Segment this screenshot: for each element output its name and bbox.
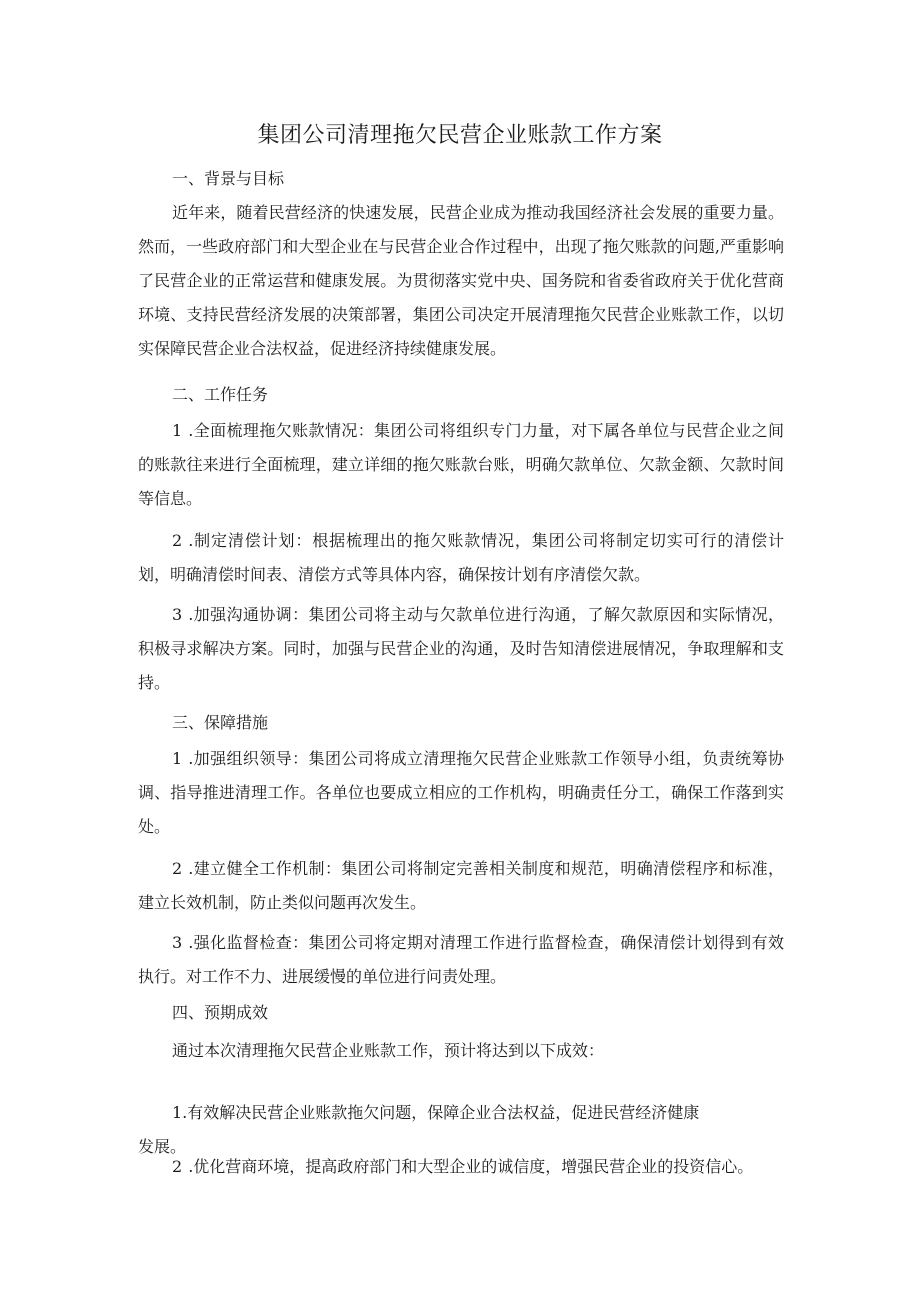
measure-item-number: 2	[172, 859, 189, 878]
outcome-item-1-line1: 1.有效解决民营企业账款拖欠问题，保障企业合法权益，促进民营经济健康	[172, 1103, 700, 1122]
section-heading-background: 一、背景与目标	[172, 169, 285, 188]
document-title: 集团公司清理拖欠民营企业账款工作方案	[257, 123, 663, 148]
task-item-1	[138, 414, 784, 516]
section-heading-tasks: 二、工作任务	[172, 385, 269, 404]
measure-item-text: .建立健全工作机制：集团公司将制定完善相关制度和规范，明确清偿程序和标准，建立长效机制，防止类似问题再次发生。	[138, 859, 784, 912]
task-item-text: .制定清偿计划：根据梳理出的拖欠账款情况，集团公司将制定切实可行的清偿计划，明确清偿时间表、清偿方式等具体内容，确保按计划有序清偿欠款。	[138, 531, 784, 584]
outcomes-intro: 通过本次清理拖欠民营企业账款工作，预计将达到以下成效：	[172, 1041, 605, 1060]
outcome-item-1-line2: 发展。	[138, 1137, 187, 1156]
measure-item-3	[138, 926, 784, 994]
task-item-text: .加强沟通协调：集团公司将主动与欠款单位进行沟通，了解欠款原因和实际情况，积极寻求解决方案。同时，加强与民营企业的沟通，及时告知清偿进展情况，争取理解和支持。	[138, 605, 784, 692]
section-heading-outcomes: 四、预期成效	[172, 1003, 269, 1022]
task-item-3	[138, 598, 784, 700]
background-paragraph: 近年来，随着民营经济的快速发展，民营企业成为推动我国经济社会发展的重要力量。然而，一些政府部门和大型企业在与民营企业合作过程中，出现了拖欠账款的问题,严重影响了民营企业的正常运营和健康发展。为贯彻落实党中央、国务院和省委省政府关于优化营商环境、支持民营经济发展的决策部署，集团公司决定开展清理拖欠民营企业账款工作，以切实保障民营企业合法权益，促进经济持续健康发展。	[138, 203, 784, 358]
outcome-item-text: .优化营商环境，提高政府部门和大型企业的诚信度，增强民营企业的投资信心。	[188, 1157, 754, 1176]
task-item-2	[138, 524, 784, 592]
outcome-item-number: 2	[172, 1157, 189, 1176]
outcome-item-2	[172, 1150, 753, 1184]
task-item-number: 1	[172, 421, 189, 440]
task-item-number: 3	[172, 605, 189, 624]
measure-item-number: 3	[172, 933, 189, 952]
task-item-number: 2	[172, 531, 189, 550]
measure-item-text: .加强组织领导：集团公司将成立清理拖欠民营企业账款工作领导小组，负责统筹协调、指导推进清理工作。各单位也要成立相应的工作机构，明确责任分工，确保工作落到实处。	[138, 749, 784, 836]
section-heading-measures: 三、保障措施	[172, 713, 269, 732]
measure-item-1	[138, 742, 784, 844]
task-item-text: .全面梳理拖欠账款情况：集团公司将组织专门力量，对下属各单位与民营企业之间的账款往来进行全面梳理，建立详细的拖欠账款台账，明确欠款单位、欠款金额、欠款时间等信息。	[138, 421, 784, 508]
measure-item-text: .强化监督检查：集团公司将定期对清理工作进行监督检查，确保清偿计划得到有效执行。对工作不力、进展缓慢的单位进行问责处理。	[138, 933, 784, 986]
measure-item-2	[138, 852, 784, 920]
measure-item-number: 1	[172, 749, 189, 768]
